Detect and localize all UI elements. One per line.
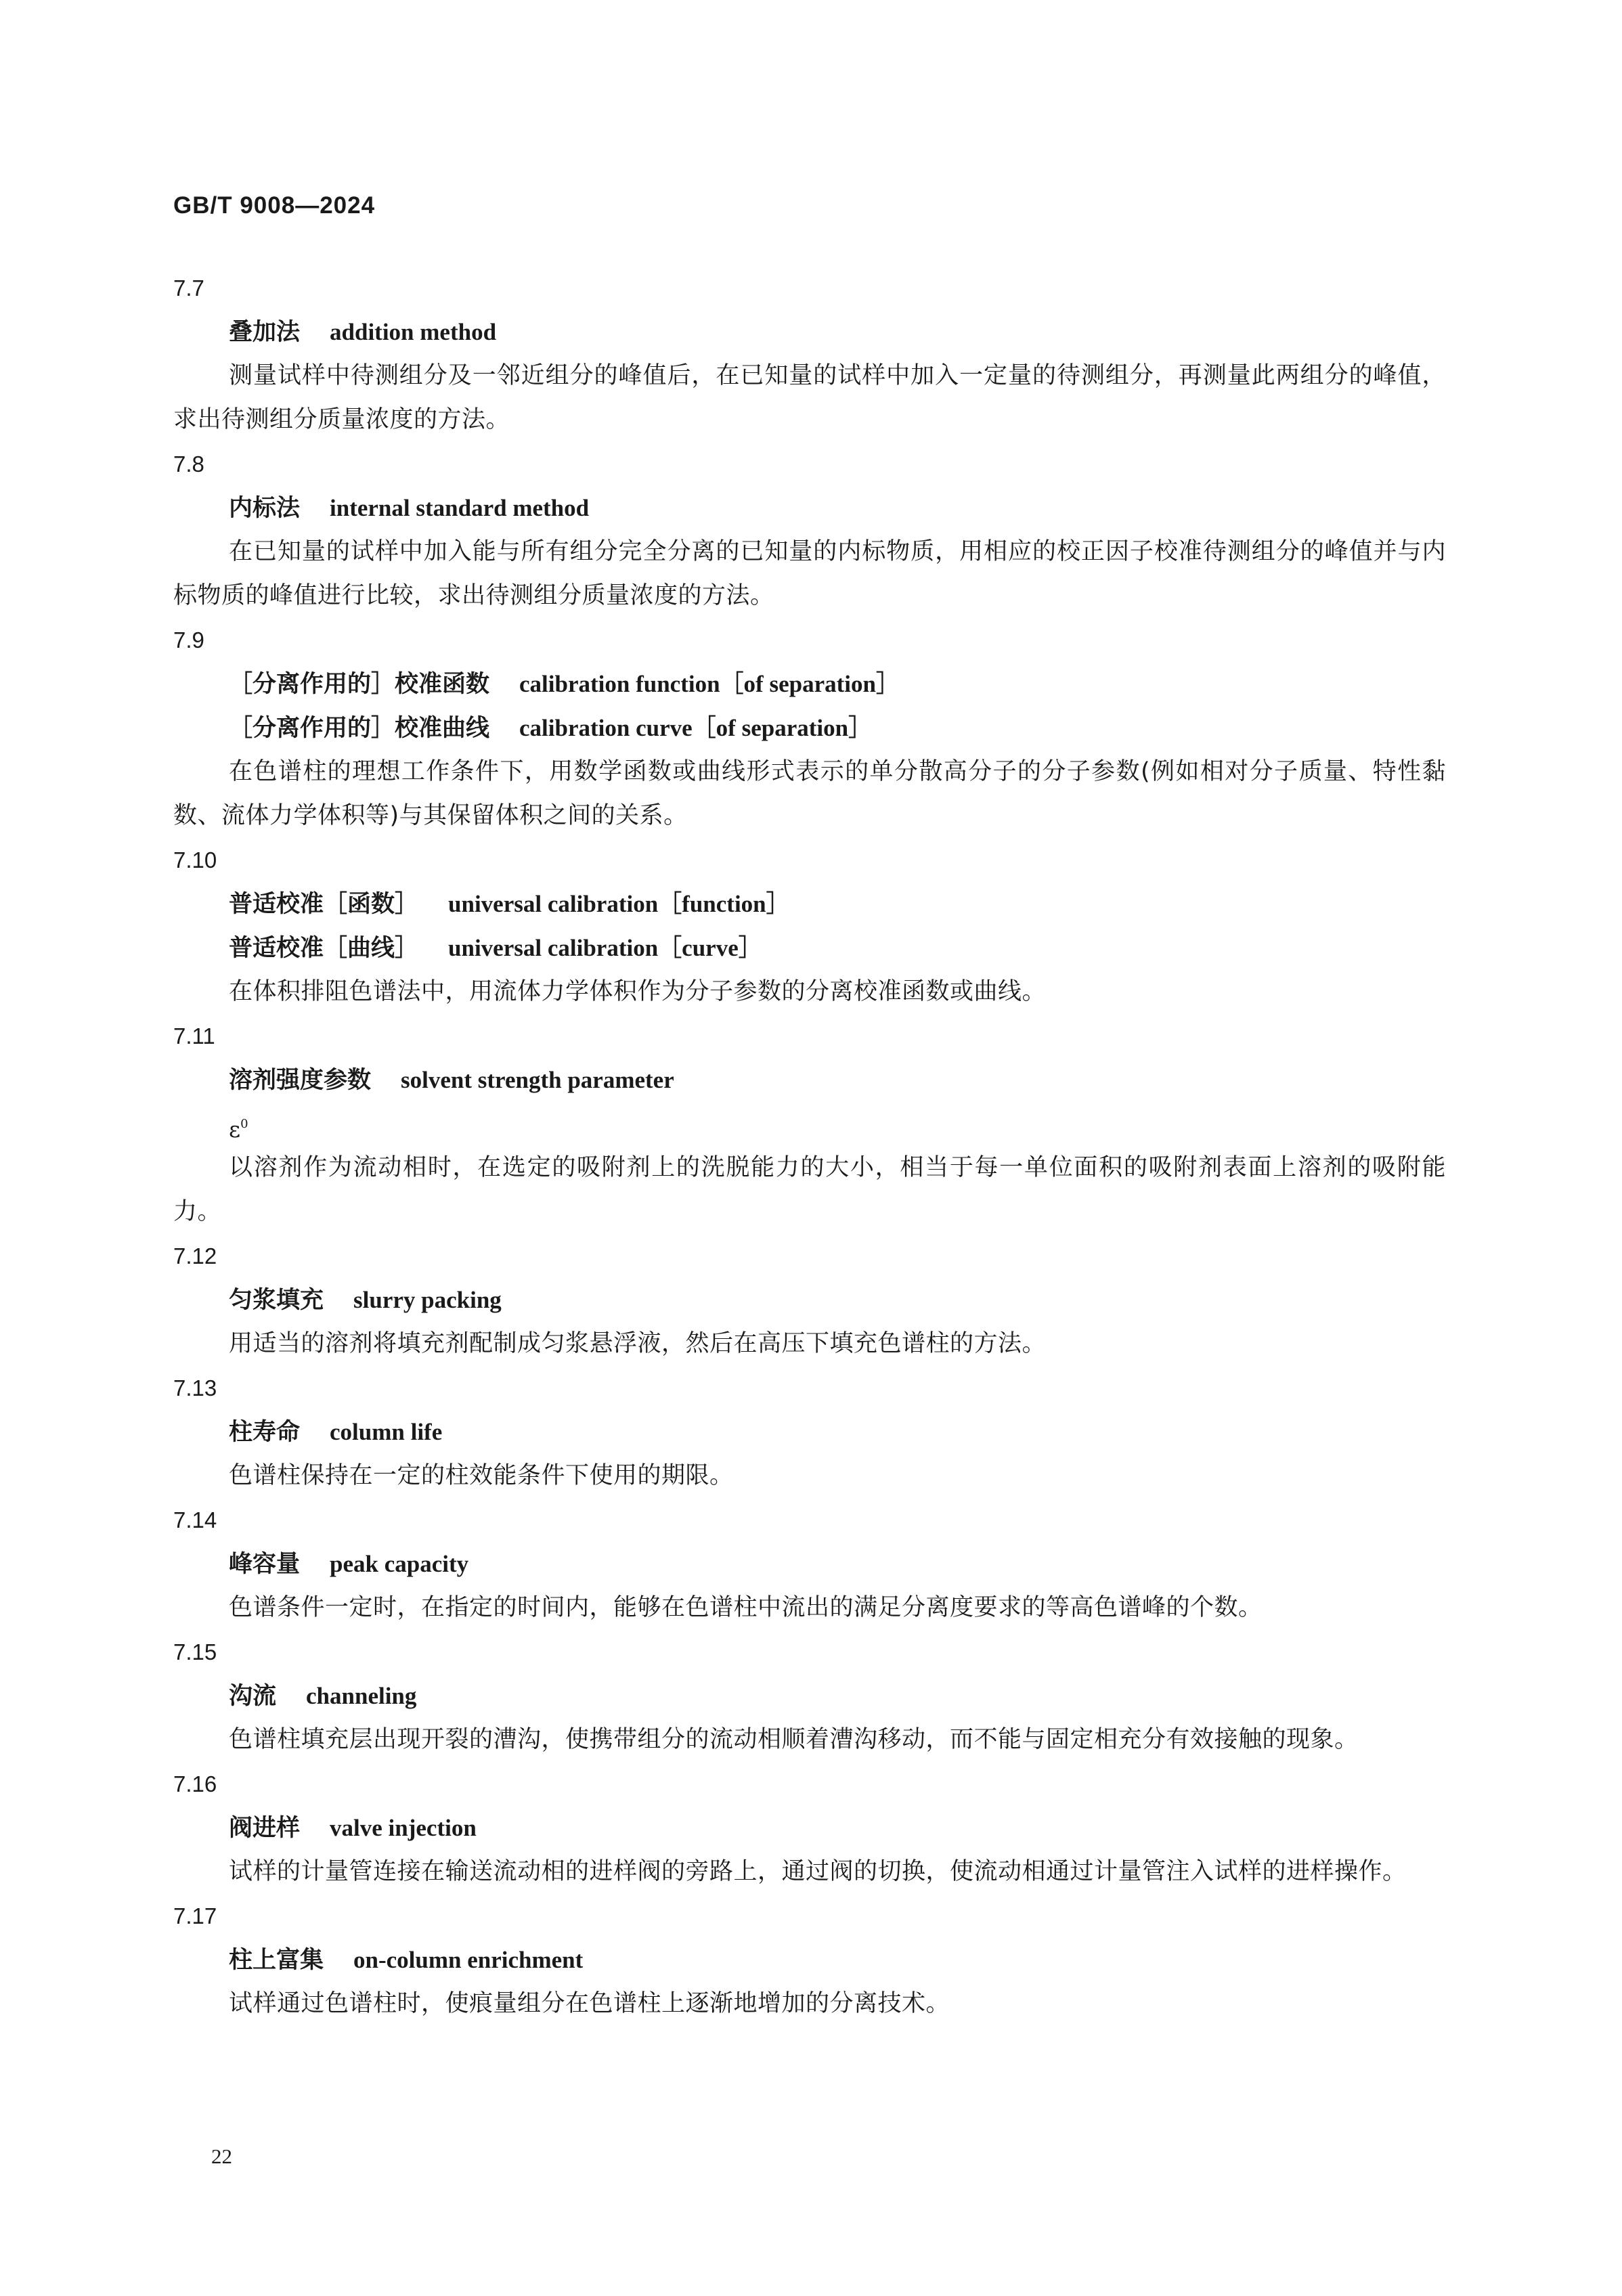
symbol-superscript: 0 — [240, 1117, 248, 1131]
term-definition: 测量试样中待测组分及一邻近组分的峰值后，在已知量的试样中加入一定量的待测组分，再测量此两组分的峰值，求出待测组分质量浓度的方法。 — [173, 362, 1446, 433]
page-number: 22 — [211, 2144, 232, 2168]
entry-number: 7.10 — [173, 847, 217, 873]
symbol-base: ε — [229, 1116, 241, 1143]
term-zh: ［分离作用的］校准曲线 — [229, 715, 490, 742]
term-definition: 在体积排阻色谱法中，用流体力学体积作为分子参数的分离校准函数或曲线。 — [229, 978, 1047, 1005]
term-en: on-column enrichment — [353, 1947, 584, 1973]
term-zh: ［分离作用的］校准函数 — [229, 671, 490, 698]
entry-number: 7.13 — [173, 1375, 217, 1400]
term-en: universal calibration［function］ — [448, 891, 790, 917]
term-definition: 在色谱柱的理想工作条件下，用数学函数或曲线形式表示的单分散高分子的分子参数(例如相对分子质量、特性黏数、流体力学体积等)与其保留体积之间的关系。 — [173, 758, 1446, 829]
term-en: internal standard method — [330, 495, 590, 521]
term-zh: 叠加法 — [229, 319, 301, 346]
term-en: calibration function［of separation］ — [519, 671, 900, 697]
term-definition: 用适当的溶剂将填充剂配制成匀浆悬浮液，然后在高压下填充色谱柱的方法。 — [229, 1330, 1047, 1357]
term-entry — [173, 1498, 1446, 1630]
term-definition: 在已知量的试样中加入能与所有组分完全分离的已知量的内标物质，用相应的校正因子校准待测组分的峰值并与内标物质的峰值进行比较，求出待测组分质量浓度的方法。 — [173, 538, 1446, 609]
term-en: channeling — [306, 1683, 417, 1709]
term-line — [173, 882, 1446, 926]
term-line — [173, 1058, 1446, 1102]
term-zh: 柱寿命 — [229, 1419, 301, 1446]
term-entry — [173, 1762, 1446, 1894]
term-line — [173, 1938, 1446, 1982]
term-line — [173, 310, 1446, 354]
term-list — [173, 266, 1446, 2026]
term-zh: 沟流 — [229, 1683, 277, 1710]
entry-number: 7.16 — [173, 1771, 217, 1796]
term-entry — [173, 442, 1446, 618]
term-line — [173, 1278, 1446, 1322]
term-en: valve injection — [330, 1815, 477, 1841]
term-line — [173, 926, 1446, 970]
term-en: peak capacity — [330, 1551, 469, 1577]
entry-number: 7.14 — [173, 1507, 217, 1532]
term-en: calibration curve［of separation］ — [519, 715, 873, 741]
term-line — [173, 1542, 1446, 1586]
term-symbol — [173, 1102, 1446, 1146]
term-definition: 试样通过色谱柱时，使痕量组分在色谱柱上逐渐地增加的分离技术。 — [229, 1990, 950, 2017]
term-definition: 色谱柱填充层出现开裂的漕沟，使携带组分的流动相顺着漕沟移动，而不能与固定相充分有效接触的现象。 — [229, 1726, 1359, 1753]
entry-number: 7.8 — [173, 451, 204, 477]
term-en: solvent strength parameter — [401, 1067, 674, 1093]
standard-number: GB/T 9008—2024 — [173, 192, 376, 219]
term-zh: 柱上富集 — [229, 1947, 324, 1974]
term-entry — [173, 1894, 1446, 2026]
term-entry — [173, 838, 1446, 1014]
term-zh: 匀浆填充 — [229, 1287, 324, 1314]
term-definition: 色谱柱保持在一定的柱效能条件下使用的期限。 — [229, 1462, 734, 1489]
entry-number: 7.12 — [173, 1243, 217, 1268]
term-line — [173, 486, 1446, 530]
term-zh: 阀进样 — [229, 1815, 301, 1842]
term-entry — [173, 266, 1446, 442]
entry-number: 7.9 — [173, 627, 204, 653]
term-en: addition method — [330, 319, 497, 345]
term-zh: 溶剂强度参数 — [229, 1067, 372, 1094]
term-en: column life — [330, 1419, 443, 1445]
term-zh: 内标法 — [229, 495, 301, 522]
term-definition: 以溶剂作为流动相时，在选定的吸附剂上的洗脱能力的大小，相当于每一单位面积的吸附剂表面上溶剂的吸附能力。 — [173, 1154, 1446, 1225]
entry-number: 7.11 — [173, 1023, 215, 1048]
entry-number: 7.7 — [173, 275, 204, 301]
term-zh: 峰容量 — [229, 1551, 301, 1578]
term-line — [173, 1410, 1446, 1454]
term-zh: 普适校准［曲线］ — [229, 935, 419, 962]
term-definition: 试样的计量管连接在输送流动相的进样阀的旁路上，通过阀的切换，使流动相通过计量管注入试样的进样操作。 — [229, 1858, 1407, 1885]
term-entry — [173, 618, 1446, 838]
term-line — [173, 706, 1446, 750]
term-line — [173, 662, 1446, 706]
term-entry — [173, 1366, 1446, 1498]
term-entry — [173, 1014, 1446, 1234]
term-en: universal calibration［curve］ — [448, 935, 762, 961]
term-line — [173, 1674, 1446, 1718]
entry-number: 7.15 — [173, 1639, 217, 1664]
term-zh: 普适校准［函数］ — [229, 891, 419, 918]
term-definition: 色谱条件一定时，在指定的时间内，能够在色谱柱中流出的满足分离度要求的等高色谱峰的个数。 — [229, 1594, 1263, 1621]
entry-number: 7.17 — [173, 1903, 217, 1928]
term-line — [173, 1806, 1446, 1850]
term-entry — [173, 1234, 1446, 1366]
term-en: slurry packing — [353, 1287, 502, 1313]
term-entry — [173, 1630, 1446, 1762]
